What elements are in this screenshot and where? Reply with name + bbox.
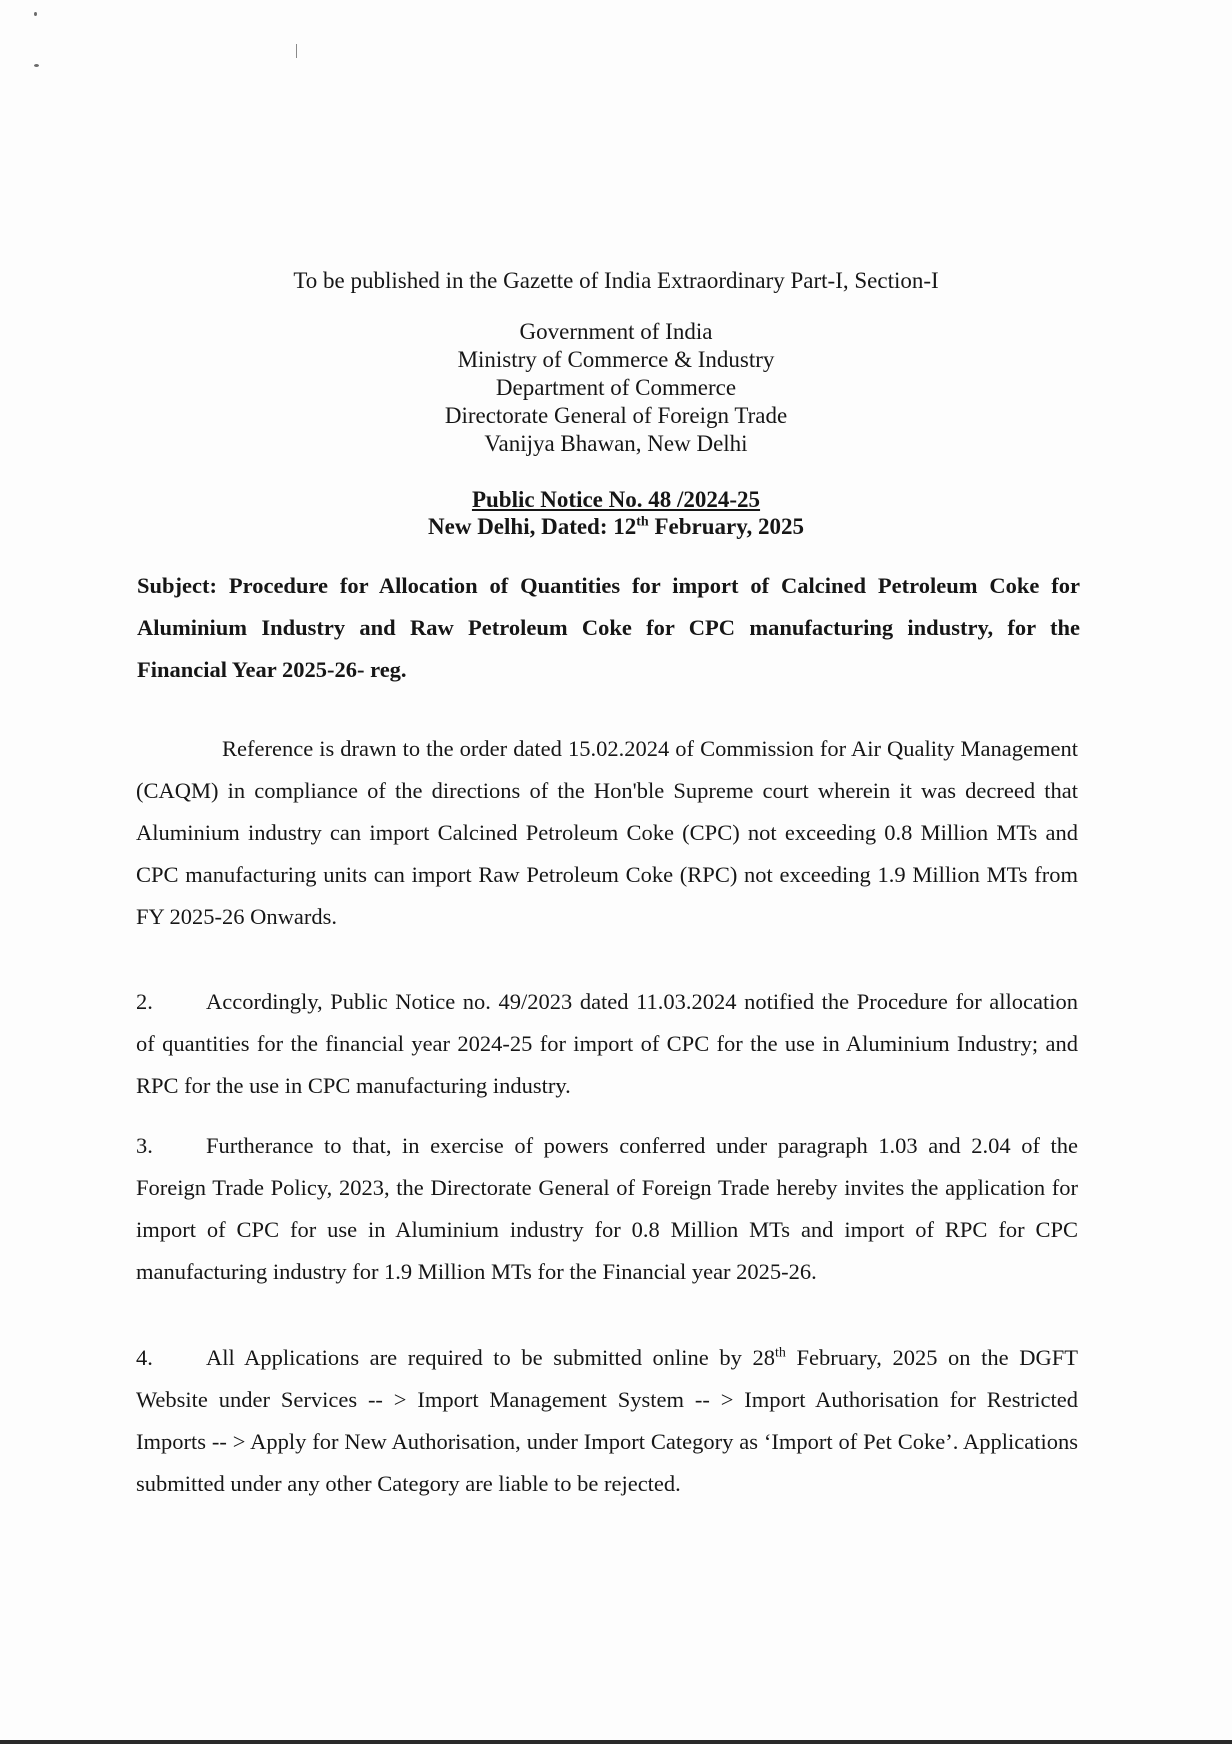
masthead-address: Vanijya Bhawan, New Delhi (484, 431, 748, 456)
paragraph-3 (136, 1125, 1078, 1293)
notice-date (0, 514, 1232, 540)
date-ordinal: th (636, 514, 649, 530)
date-suffix: February, 2025 (648, 514, 804, 539)
paragraph-4 (136, 1337, 1078, 1505)
paragraph-2 (136, 981, 1078, 1107)
scan-speck-mark (34, 12, 37, 16)
paragraph-text-start: All Applications are required to be submitted online by 28 (206, 1345, 775, 1370)
paragraph-1: Reference is drawn to the order dated 15.02.2024 of Commission for Air Quality Management (CAQM) in compliance of the directions of the Hon'ble Supreme court wherein it was decreed that Aluminium industry can import Calcined Petroleum Coke (CPC) not exceeding 0.8 Million MTs and CPC manufacturing units can import Raw Petroleum Coke (RPC) not exceeding 1.9 Million MTs from FY 2025-26 Onwards. (136, 736, 1078, 929)
masthead-government: Government of India (519, 319, 713, 344)
date-prefix: New Delhi, Dated: 12 (428, 514, 637, 539)
scan-tick-mark (296, 44, 297, 58)
public-notice-number: Public Notice No. 48 /2024-25 (471, 487, 761, 512)
paragraph-number: 4. (136, 1345, 153, 1370)
masthead-directorate: Directorate General of Foreign Trade (444, 403, 788, 428)
date-ordinal: th (775, 1345, 786, 1361)
paragraph-text-end: February, 2025 on the DGFT Website under Services -- > Import Management System -- > Import Authorisation for Restricted Imports -- > Apply for New Authorisation, under Import Category as ‘Import of Pet Coke’. Applications submitted under any other Category are liable to be rejected. (136, 1345, 1078, 1496)
masthead-ministry: Ministry of Commerce & Industry (457, 347, 775, 372)
masthead-department: Department of Commerce (495, 375, 737, 400)
subject-heading: Subject: Procedure for Allocation of Quantities for import of Calcined Petroleum Coke for Aluminium Industry and Raw Petroleum Coke for CPC manufacturing industry, for the Financial Year 2025-26- reg. (137, 573, 1080, 682)
gazette-publication-line: To be published in the Gazette of India Extraordinary Part-I, Section-I (293, 268, 939, 293)
issuing-authority-block (0, 318, 1232, 458)
scan-speck-mark (34, 64, 39, 67)
paragraph-number: 2. (136, 989, 153, 1014)
paragraph-text: Accordingly, Public Notice no. 49/2023 dated 11.03.2024 notified the Procedure for allocation of quantities for the financial year 2024-25 for import of CPC for the use in Aluminium Industry; and RPC for the use in CPC manufacturing industry. (136, 989, 1078, 1098)
paragraph-text: Furtherance to that, in exercise of powers conferred under paragraph 1.03 and 2.04 of the Foreign Trade Policy, 2023, the Directorate General of Foreign Trade hereby invites the application for import of CPC for use in Aluminium industry for 0.8 Million MTs and import of RPC for CPC manufacturing industry for 1.9 Million MTs for the Financial year 2025-26. (136, 1133, 1078, 1284)
scan-bottom-edge (0, 1740, 1232, 1744)
paragraph-number: 3. (136, 1133, 153, 1158)
